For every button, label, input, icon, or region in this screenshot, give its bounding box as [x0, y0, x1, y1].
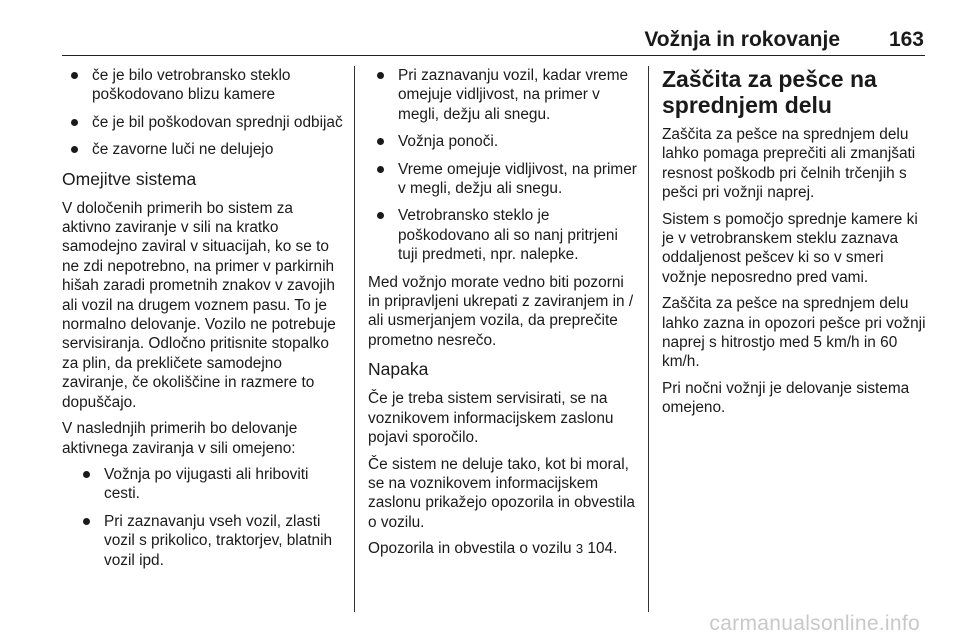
column-3 [662, 66, 932, 425]
column-divider-2 [648, 66, 649, 612]
heading-fault: Napaka [368, 359, 429, 380]
list-item: če zavorne luči ne delujejo [62, 140, 344, 159]
list-item: Vožnja po vijugasti ali hriboviti cesti. [74, 465, 344, 504]
paragraph: Sistem s pomočjo sprednje kamere ki je v vetrobranskem steklu zaznava oddaljenost pešcev ki so v smeri vožnje neposredno pred vami. [662, 210, 918, 286]
paragraph: Če sistem ne deluje tako, kot bi moral, se na voznikovem informacijskem zaslonu prikažejo opozorila in obvestila o vozilu. [368, 455, 635, 531]
bullet-list-top [62, 66, 344, 160]
heading-pedestrian-protection: Zaščita za pešce na sprednjem delu [662, 66, 877, 118]
paragraph: Zaščita za pešce na sprednjem delu lahko pomaga preprečiti ali zmanjšati resnost poškodb pri čelnih trčenjih s pešci pri vožnji naprej. [662, 126, 916, 202]
column-1 [62, 66, 344, 578]
list-item: Vožnja ponoči. [368, 132, 640, 151]
section-title: Vožnja in rokovanje [644, 28, 840, 51]
list-item: Pri zaznavanju vseh vozil, zlasti vozil s prikolico, traktorjev, blatnih vozil ipd. [74, 512, 344, 570]
header-rule [62, 55, 925, 56]
paragraph: Med vožnjo morate vedno biti pozorni in pripravljeni ukrepati z zaviranjem in / ali usmerjanjem vozila, da preprečite prometno nesrečo. [368, 273, 634, 349]
paragraph: V določenih primerih bo sistem za aktivno zaviranje v sili na kratko samodejno zaviral v situacijah, ko se to ne zdi nepotrebno, na primer v parkirnih hišah zaradi prometnih znakov v zavojih ali vozil na drugem voznem pasu. To je normalno delovanje. Vozilo ne potrebuje servisiranja. Odločno pritisnite stopalko za plin, da prekličete samodejno zaviranje, če okoliščine in razmere to dopuščajo. [62, 199, 336, 411]
bullet-list-bottom [62, 465, 344, 570]
watermark: carmanualsonline.info [709, 612, 920, 635]
list-item: Vreme omejuje vidljivost, na primer v megli, dežju ali snegu. [368, 160, 640, 199]
page-header [0, 0, 960, 56]
list-item: Vetrobransko steklo je poškodovano ali so nanj pritrjeni tuji predmeti, npr. nalepke. [368, 206, 640, 264]
bullet-list [368, 66, 640, 265]
page-number: 163 [888, 28, 924, 51]
list-item: če je bilo vetrobransko steklo poškodovano blizu kamere [62, 66, 344, 105]
heading-limitations: Omejitve sistema [62, 168, 197, 189]
column-2 [368, 66, 640, 566]
reference-page-link[interactable]: 104. [587, 540, 618, 558]
paragraph-cross-reference [368, 539, 640, 558]
paragraph: Zaščita za pešce na sprednjem delu lahko zazna in opozori pešce pri vožnji naprej s hitrostjo med 5 km/h in 60 km/h. [662, 295, 926, 371]
paragraph: V naslednjih primerih bo delovanje aktivnega zaviranja v sili omejeno: [62, 420, 298, 457]
page-reference-arrow-icon: 3 [575, 541, 584, 557]
list-item: Pri zaznavanju vozil, kadar vreme omejuje vidljivost, na primer v megli, dežju ali snegu. [368, 66, 640, 124]
paragraph: Pri nočni vožnji je delovanje sistema omejeno. [662, 379, 910, 417]
column-divider-1 [354, 66, 355, 612]
list-item: če je bil poškodovan sprednji odbijač [62, 113, 344, 132]
reference-text: Opozorila in obvestila o vozilu [368, 540, 572, 558]
paragraph: Če je treba sistem servisirati, se na voznikovem informacijskem zaslonu pojavi sporočilo. [368, 390, 614, 447]
